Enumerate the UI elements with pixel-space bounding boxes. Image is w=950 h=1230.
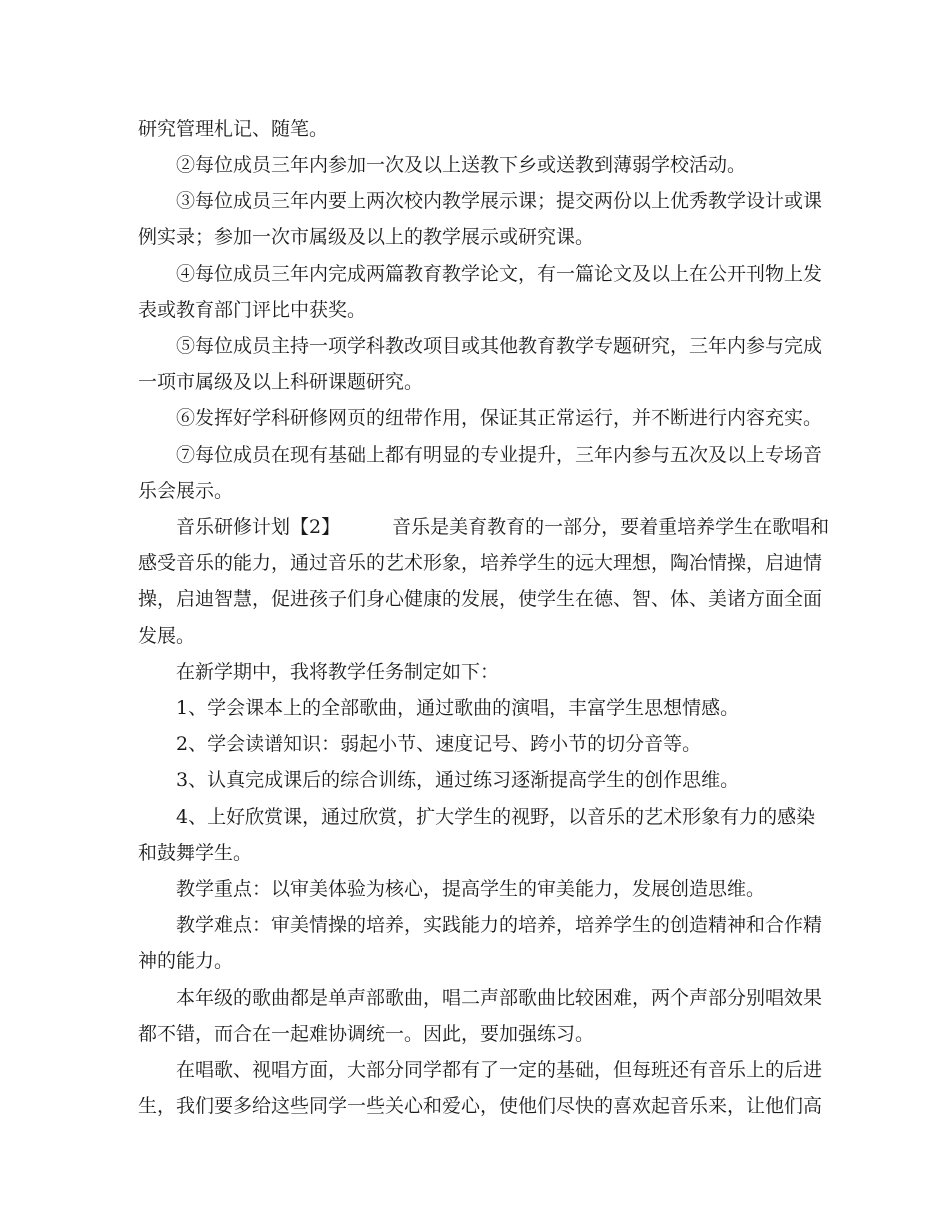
text-line: 生，我们要多给这些同学一些关心和爱心，使他们尽快的喜欢起音乐来，让他们高 (138, 1095, 823, 1117)
text-line: 在新学期中，我将教学任务制定如下： (176, 661, 500, 683)
list-item: ⑤每位成员主持一项学科教改项目或其他教育教学专题研究，三年内参与完成 (176, 335, 823, 357)
list-item: ③每位成员三年内要上两次校内教学展示课；提交两份以上优秀教学设计或课 (176, 190, 823, 212)
section-heading-line (0, 513, 950, 541)
list-item: ⑦每位成员在现有基础上都有明显的专业提升，三年内参与五次及以上专场音 (176, 444, 823, 466)
text-line: 发展。 (138, 625, 196, 647)
list-item: 2、学会读谱知识：弱起小节、速度记号、跨小节的切分音等。 (176, 733, 702, 755)
list-item: 3、认真完成课后的综合训练，通过练习逐渐提高学生的创作思维。 (176, 769, 740, 791)
text-line: 乐会展示。 (138, 480, 234, 502)
text-line: 表或教育部门评比中获奖。 (138, 299, 367, 321)
list-item: ④每位成员三年内完成两篇教育教学论文，有一篇论文及以上在公开刊物上发 (176, 263, 823, 285)
list-item: ②每位成员三年内参加一次及以上送教下乡或送教到薄弱学校活动。 (176, 154, 747, 176)
section-heading: 音乐研修计划【2】 (176, 516, 341, 538)
paragraph-start: 音乐是美育教育的一部分，要着重培养学生在歌唱和 (392, 516, 830, 538)
text-line: 一项市属级及以上科研课题研究。 (138, 371, 424, 393)
text-line: 本年级的歌曲都是单声部歌曲，唱二声部歌曲比较困难，两个声部分别唱效果 (176, 987, 823, 1009)
text-line: 和鼓舞学生。 (138, 842, 253, 864)
text-line: 教学难点：审美情操的培养，实践能力的培养，培养学生的创造精神和合作精 (176, 914, 823, 936)
list-item: 1、学会课本上的全部歌曲，通过歌曲的演唱，丰富学生思想情感。 (176, 697, 740, 719)
text-line: 操，启迪智慧，促进孩子们身心健康的发展，使学生在德、智、体、美诸方面全面 (138, 588, 823, 610)
list-item: 4、上好欣赏课，通过欣赏，扩大学生的视野，以音乐的艺术形象有力的感染 (176, 806, 816, 828)
text-line: 在唱歌、视唱方面，大部分同学都有了一定的基础，但每班还有音乐上的后进 (176, 1059, 823, 1081)
text-line: 神的能力。 (138, 950, 234, 972)
text-line: 都不错，而合在一起难协调统一。因此，要加强练习。 (138, 1023, 595, 1045)
text-line: 例实录；参加一次市属级及以上的教学展示或研究课。 (138, 226, 595, 248)
text-line: 感受音乐的能力，通过音乐的艺术形象，培养学生的远大理想，陶冶情操，启迪情 (138, 552, 823, 574)
text-line: 研究管理札记、随笔。 (138, 118, 329, 140)
list-item: ⑥发挥好学科研修网页的纽带作用，保证其正常运行，并不断进行内容充实。 (176, 407, 823, 429)
text-line: 教学重点：以审美体验为核心，提高学生的审美能力，发展创造思维。 (176, 878, 766, 900)
